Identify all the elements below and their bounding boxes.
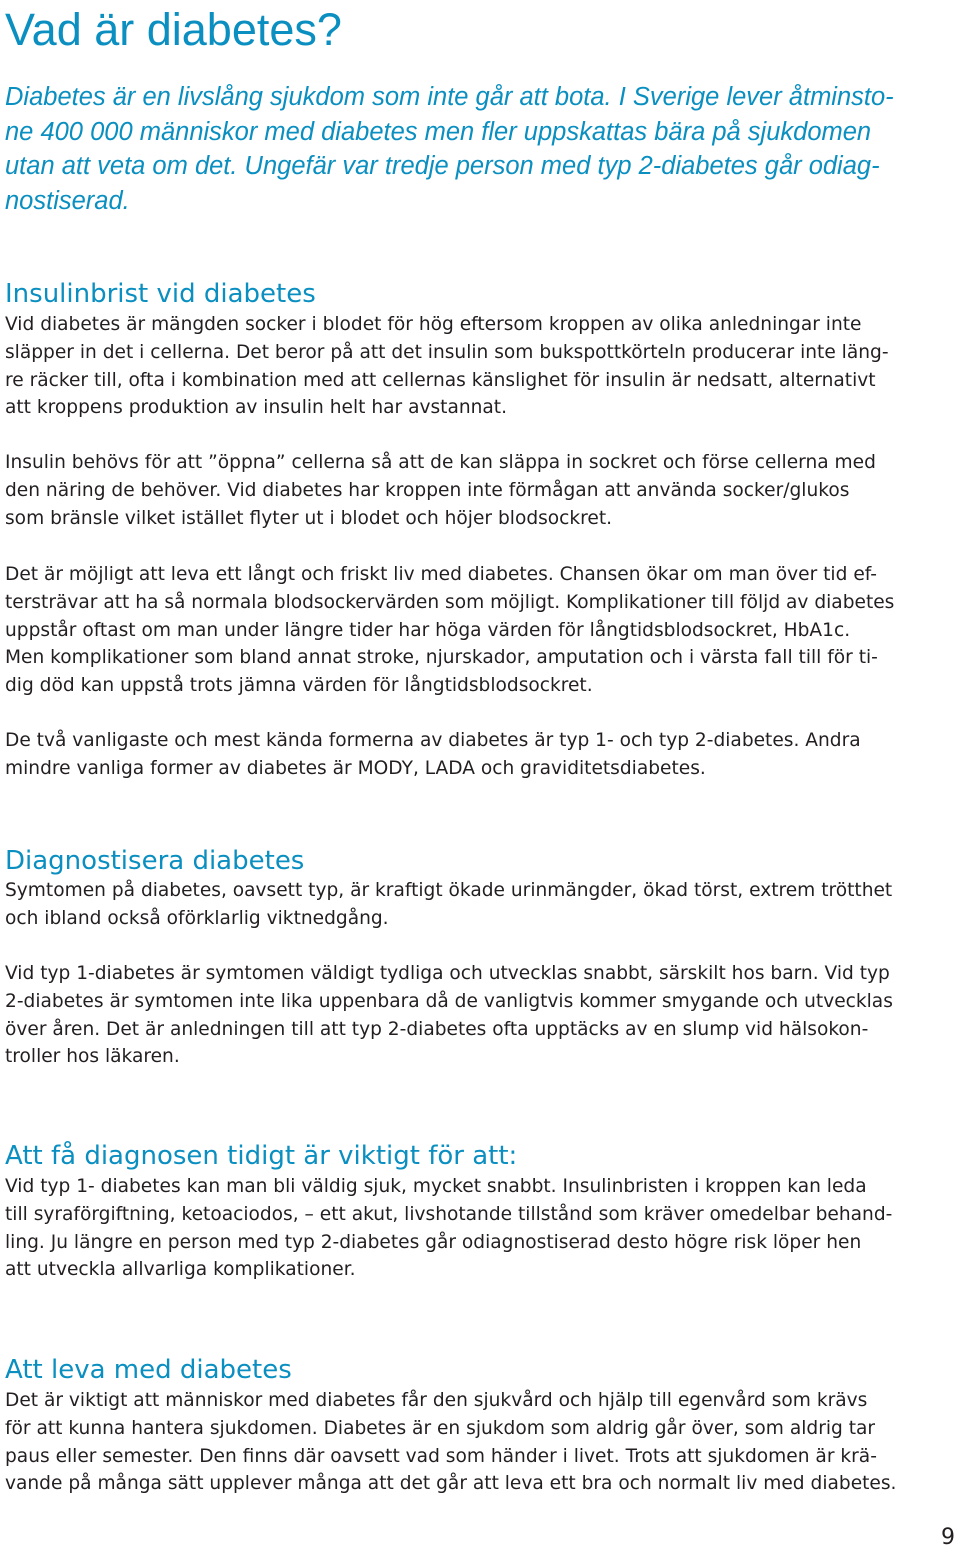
- text-line: att kroppens produktion av insulin helt har avstannat.: [5, 397, 508, 419]
- section-paragraph: [5, 727, 960, 783]
- text-line: och ibland också oförklarlig viktnedgång.: [5, 907, 389, 929]
- section-paragraph: [5, 1173, 960, 1284]
- section-paragraph: [5, 960, 960, 1071]
- section-heading-diagnostisera: Diagnostisera diabetes: [5, 846, 305, 876]
- intro-line: Diabetes är en livslång sjukdom som inte går att bota. I Sverige lever åtminsto-: [5, 83, 894, 111]
- text-line: över åren. Det är anledningen till att typ 2-diabetes ofta upptäcks av en slump vid hälsokon-: [5, 1018, 869, 1040]
- intro-line: nostiserad.: [5, 186, 130, 215]
- text-line: släpper in det i cellerna. Det beror på att det insulin som bukspottkörteln producerar inte läng-: [5, 341, 889, 363]
- text-line: Men komplikationer som bland annat stroke, njurskador, amputation och i värsta fall till för ti-: [5, 647, 878, 669]
- intro-line: ne 400 000 människor med diabetes men fler uppskattas bära på sjukdomen: [5, 117, 872, 146]
- text-line: tersträvar att ha så normala blodsockervärden som möjligt. Komplikationer till följd av diabetes: [5, 591, 895, 613]
- section-heading-leva-med-diabetes: Att leva med diabetes: [5, 1355, 292, 1385]
- text-line: paus eller semester. Den finns där oavsett vad som händer i livet. Trots att sjukdomen är krä-: [5, 1445, 877, 1467]
- text-line: Symtomen på diabetes, oavsett typ, är kraftigt ökade urinmängder, ökad törst, extrem trötthet: [5, 880, 893, 901]
- section-heading-diagnos-tidigt: Att få diagnosen tidigt är viktigt för att:: [5, 1141, 518, 1171]
- text-line: mindre vanliga former av diabetes är MODY, LADA och graviditetsdiabetes.: [5, 757, 706, 779]
- text-line: Vid typ 1- diabetes kan man bli väldig sjuk, mycket snabbt. Insulinbristen i kroppen kan leda: [5, 1176, 867, 1197]
- text-line: uppstår oftast om man under längre tider har höga värden för långtidsblodsockret, HbA1c.: [5, 619, 851, 641]
- section-paragraph: [5, 1387, 960, 1498]
- intro-paragraph: [5, 80, 955, 218]
- text-line: som bränsle vilket istället flyter ut i blodet och höjer blodsockret.: [5, 507, 613, 529]
- text-line: re räcker till, ofta i kombination med att cellernas känslighet för insulin är nedsatt, alternativt: [5, 369, 876, 391]
- section-paragraph: [5, 449, 960, 532]
- section-paragraph: [5, 561, 960, 700]
- text-line: ling. Ju längre en person med typ 2-diabetes går odiagnostiserad desto högre risk löper hen: [5, 1231, 862, 1253]
- text-line: Vid diabetes är mängden socker i blodet för hög eftersom kroppen av olika anledningar inte: [5, 314, 862, 335]
- text-line: vande på många sätt upplever många att det går att leva ett bra och normalt liv med diabetes.: [5, 1473, 897, 1495]
- section-paragraph: [5, 311, 960, 422]
- text-line: Vid typ 1-diabetes är symtomen väldigt tydliga och utvecklas snabbt, särskilt hos barn. Vid typ: [5, 963, 890, 984]
- intro-line: utan att veta om det. Ungefär var tredje person med typ 2-diabetes går odiag-: [5, 152, 880, 180]
- text-line: den näring de behöver. Vid diabetes har kroppen inte förmågan att använda socker/glukos: [5, 479, 850, 501]
- section-heading-insulinbrist: Insulinbrist vid diabetes: [5, 279, 316, 309]
- page-number: 9: [941, 1525, 955, 1550]
- text-line: att utveckla allvarliga komplikationer.: [5, 1259, 356, 1281]
- text-line: Det är möjligt att leva ett långt och friskt liv med diabetes. Chansen ökar om man över tid ef-: [5, 564, 877, 585]
- section-paragraph: [5, 877, 960, 933]
- text-line: 2-diabetes är symtomen inte lika uppenbara då de vanligtvis kommer smygande och utvecklas: [5, 990, 893, 1012]
- text-line: dig död kan uppstå trots jämna värden för långtidsblodsockret.: [5, 675, 593, 697]
- text-line: De två vanligaste och mest kända formerna av diabetes är typ 1- och typ 2-diabetes. Andra: [5, 730, 861, 751]
- text-line: Insulin behövs för att ”öppna” cellerna så att de kan släppa in sockret och förse cellerna med: [5, 452, 876, 473]
- text-line: till syraförgiftning, ketoaciodos, – ett akut, livshotande tillstånd som kräver omedelbar behand-: [5, 1203, 893, 1225]
- text-line: troller hos läkaren.: [5, 1046, 180, 1068]
- text-line: Det är viktigt att människor med diabetes får den sjukvård och hjälp till egenvård som krävs: [5, 1390, 868, 1411]
- text-line: för att kunna hantera sjukdomen. Diabetes är en sjukdom som aldrig går över, som aldrig tar: [5, 1417, 876, 1439]
- page-title: Vad är diabetes?: [5, 4, 342, 55]
